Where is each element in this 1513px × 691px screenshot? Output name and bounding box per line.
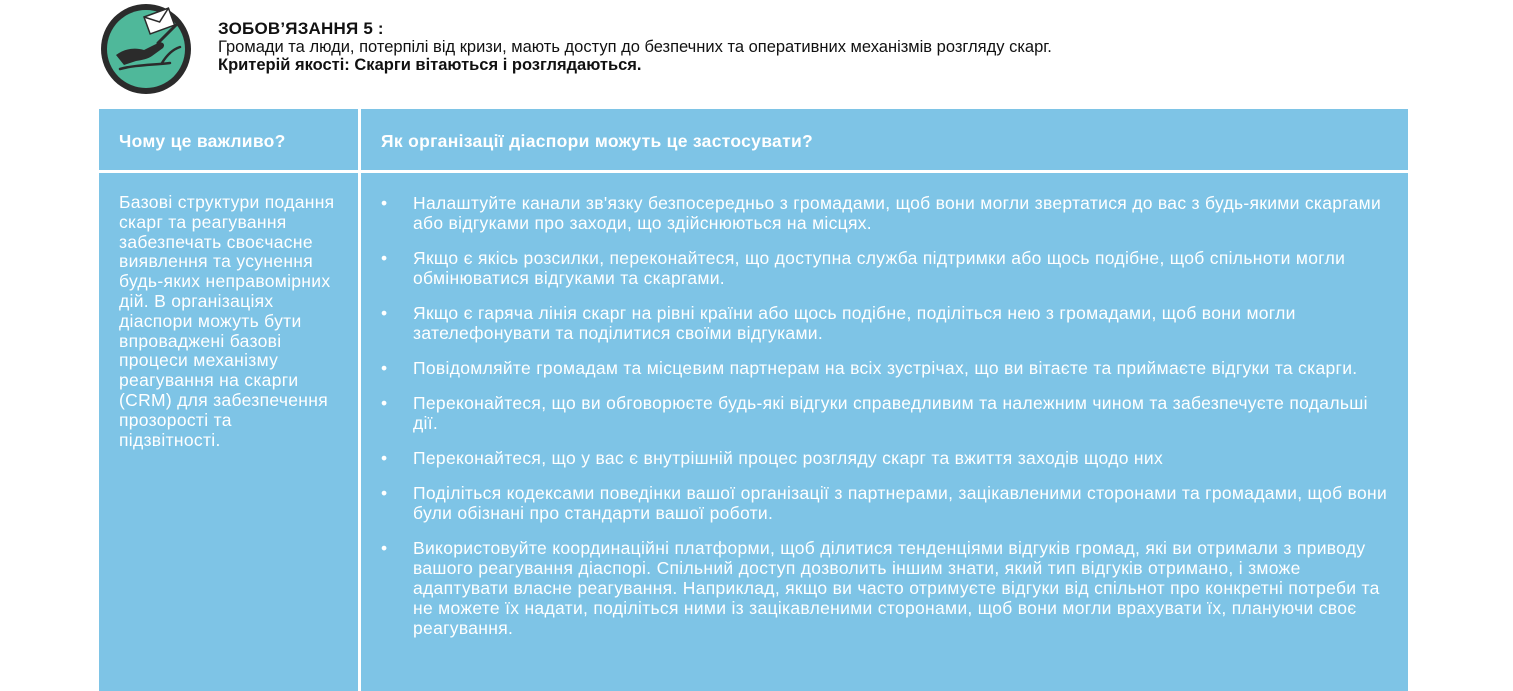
list-item: • Якщо є якісь розсилки, переконайтеся, що доступна служба підтримки або щось подібне, щоб спільноти могли обмінюватися відгуками та скаргами. xyxy=(381,248,1391,288)
cell-why xyxy=(99,173,358,691)
column-header-how: Як організації діаспори можуть це застосувати? xyxy=(381,131,813,151)
column-header-why: Чому це важливо? xyxy=(119,131,286,151)
header-cell-why xyxy=(99,109,358,170)
commitment-header xyxy=(218,20,1478,74)
list-item: • Повідомляйте громадам та місцевим партнерам на всіх зустрічах, що ви вітаєте та приймаєте відгуки та скарги. xyxy=(381,358,1391,378)
list-item: • Поділіться кодексами поведінки вашої організації з партнерами, зацікавленими сторонами та громадами, щоб вони були обізнані про стандарти вашої роботи. xyxy=(381,483,1391,523)
quality-criterion: Критерій якості: Скарги вітаються і розглядаються. xyxy=(218,56,642,74)
list-item: • Переконайтеся, що у вас є внутрішній процес розгляду скарг та вжиття заходів щодо них xyxy=(381,448,1391,468)
list-item: • Використовуйте координаційні платформи, щоб ділитися тенденціями відгуків громад, які ви отримали з приводу вашого реагування діаспорі. Спільний доступ дозволить іншим знати, який тип відгуків отримано, і зможе адаптувати власне реагування. Наприклад, якщо ви часто отримуєте відгуки від спільнот про конкретні потреби та не можете їх надати, поділіться ними із зацікавленими сторонами, щоб вони могли врахувати їх, плануючи своє реагування. xyxy=(381,538,1391,638)
list-item: • Якщо є гаряча лінія скарг на рівні країни або щось подібне, поділіться нею з громадами, щоб вони могли зателефонувати та поділитися своїми відгуками. xyxy=(381,303,1391,343)
commitment-text: Громади та люди, потерпілі від кризи, мають доступ до безпечних та оперативних механізмів розгляду скарг. xyxy=(218,38,1052,56)
cell-how xyxy=(361,173,1408,691)
hand-writing-envelope-icon xyxy=(100,3,192,95)
header-cell-how xyxy=(361,109,1408,170)
how-list xyxy=(381,193,1391,653)
list-item: • Переконайтеся, що ви обговорюєте будь-які відгуки справедливим та належним чином та забезпечуєте подальші дії. xyxy=(381,393,1391,433)
commitment-table xyxy=(99,109,1408,691)
why-text: Базові структури подання скарг та реагування забезпечать своєчасне виявлення та усунення будь-яких неправомірних дій. В організаціях діаспори можуть бути впроваджені базові процеси механізму реагування на скарги (CRM) для забезпечення прозорості та підзвітності. xyxy=(119,192,335,450)
list-item: • Налаштуйте канали зв'язку безпосередньо з громадами, щоб вони могли звертатися до вас з будь-якими скаргами або відгуками про заходи, що здійснюються на місцях. xyxy=(381,193,1391,233)
commitment-title: ЗОБОВ’ЯЗАННЯ 5 : xyxy=(218,19,384,38)
